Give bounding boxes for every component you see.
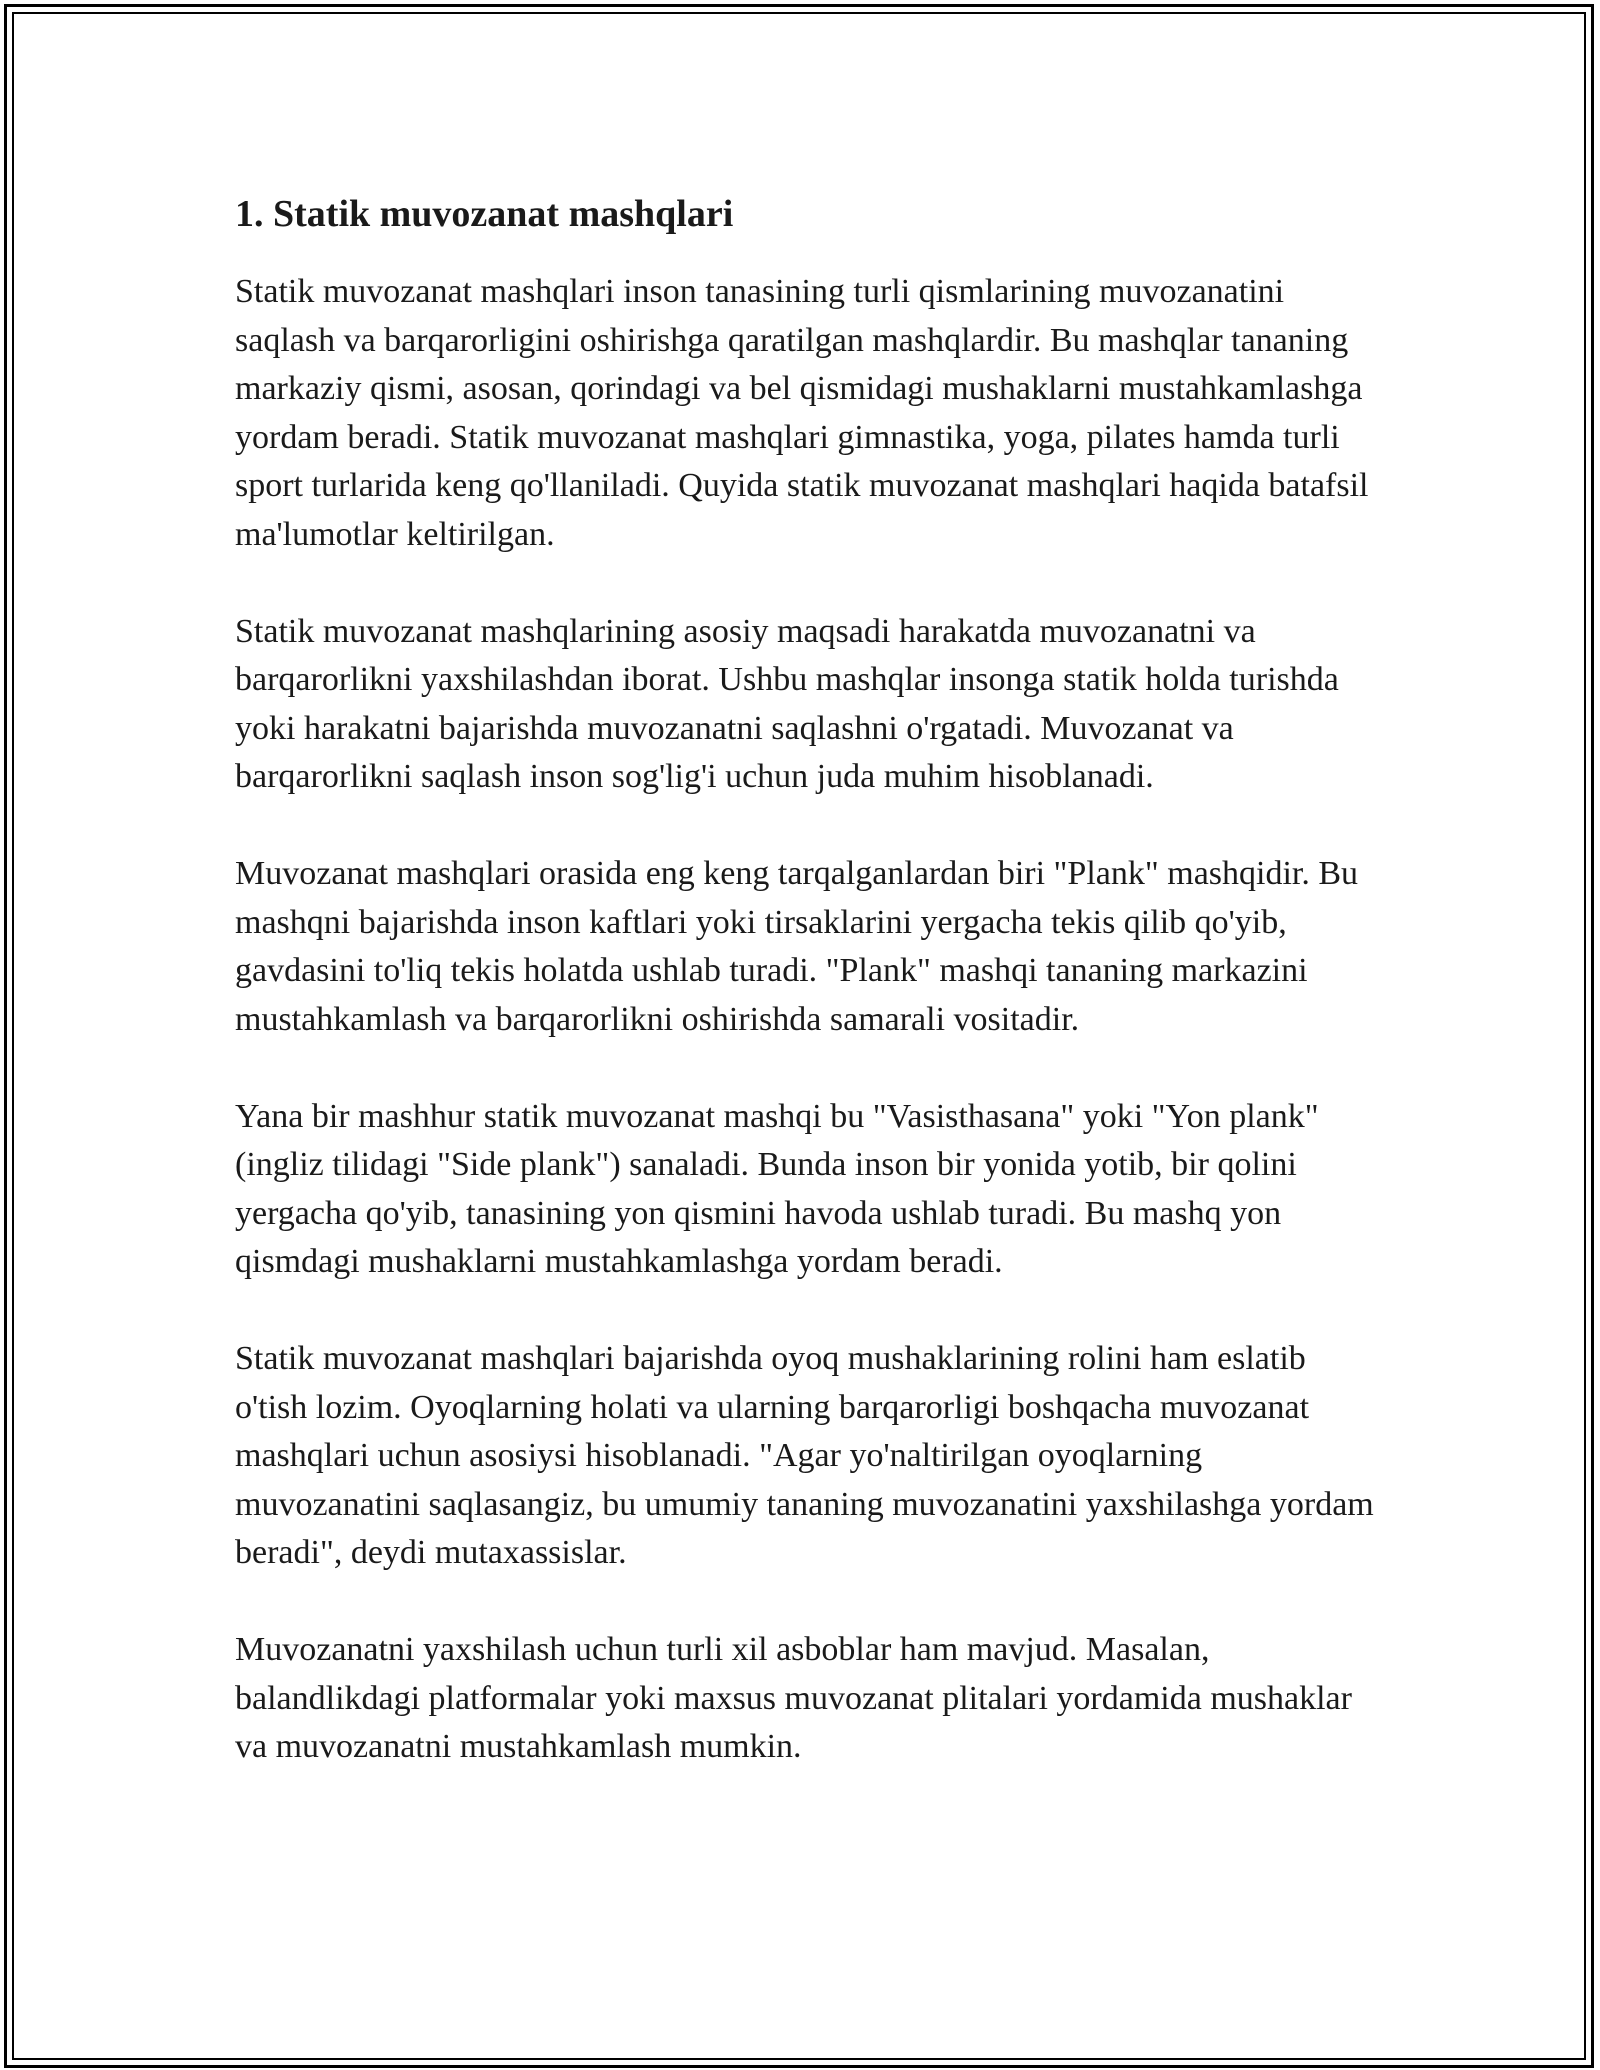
paragraph-4: Yana bir mashhur statik muvozanat mashqi bu "Vasisthasana" yoki "Yon plank" (ingliz tilidagi "Side plank") sanaladi. Bunda inson bir yonida yotib, bir qolini yergacha qo'yib, tanasining yon qismini havoda ushlab turadi. Bu mashq yon qismdagi mushaklarni mustahkamlashga yordam beradi. bbox=[235, 1097, 1319, 1280]
paragraph-3: Muvozanat mashqlari orasida eng keng tarqalganlardan biri "Plank" mashqidir. Bu mashqni bajarishda inson kaftlari yoki tirsaklarini yergacha tekis qilib qo'yib, gavdasini to'liq tekis holatda ushlab turadi. "Plank" mashqi tananing markazini mustahkamlash va barqarorlikni oshirishda samarali vositadir. bbox=[235, 855, 1359, 1038]
paragraph-1: Statik muvozanat mashqlari inson tanasining turli qismlarining muvozanatini saqlash va barqarorligini oshirishga qaratilgan mashqlardir. Bu mashqlar tananing markaziy qismi, asosan, qorindagi va bel qismidagi mushaklarni mustahkamlashga yordam beradi. Statik muvozanat mashqlari gimnastika, yoga, pilates hamda turli sport turlarida keng qo'llaniladi. Quyida statik muvozanat mashqlari haqida batafsil ma'lumotlar keltirilgan. bbox=[235, 273, 1369, 553]
paragraph-6: Muvozanatni yaxshilash uchun turli xil asboblar ham mavjud. Masalan, balandlikdagi platformalar yoki maxsus muvozanat plitalari yordamida mushaklar va muvozanatni mustahkamlash mumkin. bbox=[235, 1631, 1352, 1765]
paragraph-2: Statik muvozanat mashqlarining asosiy maqsadi harakatda muvozanatni va barqarorlikni yaxshilashdan iborat. Ushbu mashqlar insonga statik holda turishda yoki harakatni bajarishda muvozanatni saqlashni o'rgatadi. Muvozanat va barqarorlikni saqlash inson sog'lig'i uchun juda muhim hisoblanadi. bbox=[235, 612, 1339, 795]
paragraph-5: Statik muvozanat mashqlari bajarishda oyoq mushaklarining rolini ham eslatib o'tish lozim. Oyoqlarning holati va ularning barqarorligi boshqacha muvozanat mashqlari uchun asosiysi hisoblanadi. "Agar yo'naltirilgan oyoqlarning muvozanatini saqlasangiz, bu umumiy tananing muvozanatini yaxshilashga yordam beradi", deydi mutaxassislar. bbox=[235, 1340, 1374, 1571]
section-heading: 1. Statik muvozanat mashqlari bbox=[235, 193, 734, 235]
document-body bbox=[235, 184, 1385, 1820]
